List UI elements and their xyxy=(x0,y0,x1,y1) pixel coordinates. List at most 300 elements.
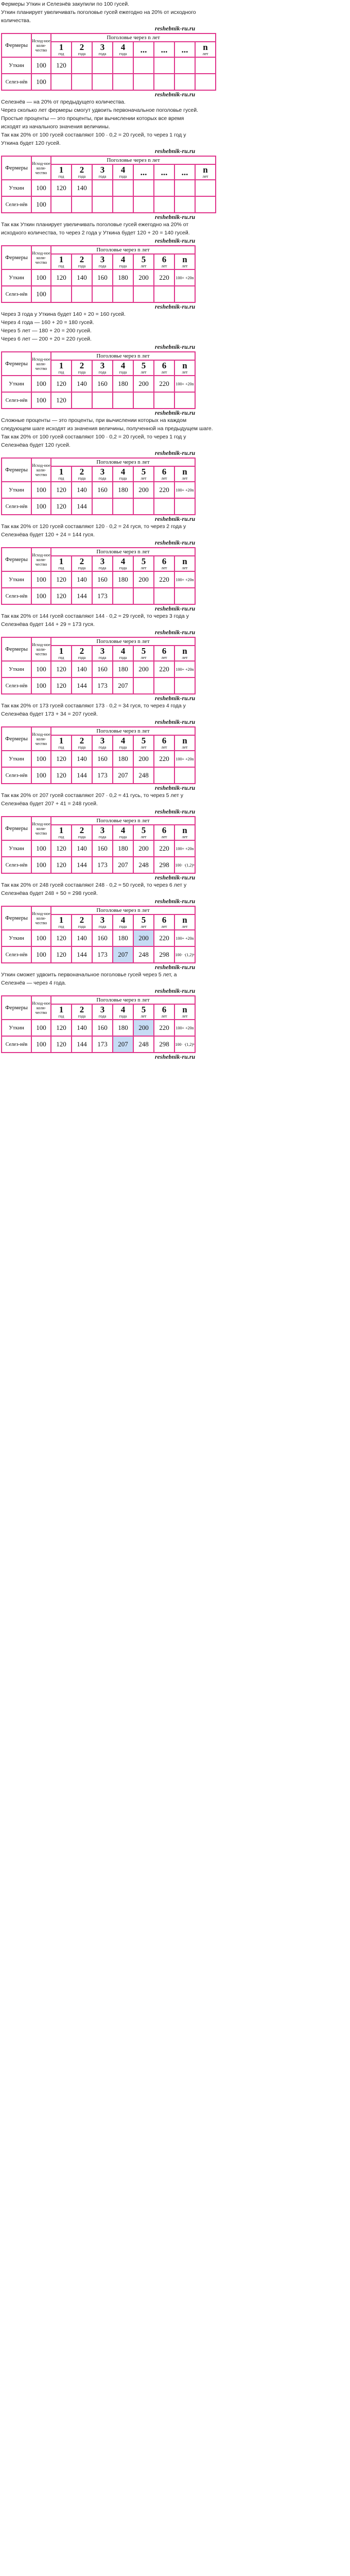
seleznev-value-cell: 298 xyxy=(154,946,174,963)
utkin-value-cell: 160 xyxy=(92,840,113,857)
year-number: 2 xyxy=(79,736,84,745)
year-unit: года xyxy=(78,370,86,375)
solution-text-line: Уткин планирует увеличивать поголовье гусей ежегодно на 20% от исходного xyxy=(1,9,196,15)
year-unit: года xyxy=(119,476,127,481)
utkin-value-cell: 220 xyxy=(154,571,174,588)
year-header xyxy=(72,164,92,180)
solution-text-line: Так как 20% от 144 гусей составляют 144 · 0,2 ≈ 29 гусей, то через 3 года у xyxy=(1,613,189,619)
seleznev-value-cell: 100 xyxy=(31,498,51,515)
initial-count-header: Исход-ное коли-чество xyxy=(31,817,51,840)
year-header xyxy=(92,556,113,571)
seleznev-value-cell: 100· ·(1,2)ⁿ xyxy=(174,857,195,873)
utkin-value-cell: 100+ +20n xyxy=(174,571,195,588)
seleznev-row-label: Селез-нёв xyxy=(2,286,31,302)
watermark: reshebnik-ru.ru xyxy=(154,874,196,881)
year-header xyxy=(72,254,92,269)
farmers-header: Фермеры xyxy=(2,548,31,571)
year-unit: год xyxy=(58,745,64,750)
farmers-header: Фермеры xyxy=(2,727,31,751)
watermark: reshebnik-ru.ru xyxy=(154,1053,196,1060)
watermark: reshebnik-ru.ru xyxy=(154,409,196,416)
farmers-header: Фермеры xyxy=(2,352,31,376)
year-number: n xyxy=(182,1005,187,1014)
utkin-value-cell: 180 xyxy=(113,930,133,946)
year-header xyxy=(133,164,154,180)
year-header xyxy=(92,42,113,57)
utkin-value-cell: 140 xyxy=(72,571,92,588)
utkin-value-cell: 220 xyxy=(154,840,174,857)
year-number: 2 xyxy=(79,825,84,835)
utkin-value-cell: 100 xyxy=(31,661,51,677)
year-number: 4 xyxy=(120,1005,126,1014)
year-number: 1 xyxy=(59,165,64,175)
seleznev-value-cell: 248 xyxy=(133,946,154,963)
seleznev-value-cell xyxy=(154,286,174,302)
year-header xyxy=(72,360,92,376)
seleznev-value-cell: 100 xyxy=(31,946,51,963)
year-unit: года xyxy=(98,1014,107,1019)
seleznev-value-cell xyxy=(174,392,195,409)
year-unit: год xyxy=(58,174,64,179)
year-header xyxy=(174,42,195,57)
year-unit: года xyxy=(98,52,107,56)
year-number: 5 xyxy=(141,1005,146,1014)
year-header xyxy=(113,914,133,930)
year-unit: год xyxy=(58,566,64,570)
year-header xyxy=(72,646,92,661)
solution-text-line: Уткина будет 120 гусей. xyxy=(1,140,61,146)
watermark: reshebnik-ru.ru xyxy=(154,303,196,310)
seleznev-value-cell: 207 xyxy=(113,767,133,784)
seleznev-value-cell: 100 xyxy=(31,286,51,302)
year-unit: года xyxy=(98,655,107,660)
year-header xyxy=(154,164,174,180)
year-number: 2 xyxy=(79,646,84,656)
year-unit: года xyxy=(119,264,127,268)
period-header: Поголовье через n лет xyxy=(51,33,216,42)
utkin-value-cell: 160 xyxy=(92,269,113,286)
seleznev-value-cell xyxy=(92,498,113,515)
seleznev-value-cell xyxy=(154,677,174,694)
utkin-value-cell: 100 xyxy=(31,376,51,392)
year-header xyxy=(92,825,113,840)
year-unit: года xyxy=(98,835,107,839)
seleznev-value-cell xyxy=(174,286,195,302)
year-header xyxy=(154,825,174,840)
year-header xyxy=(154,466,174,482)
year-unit: года xyxy=(98,370,107,375)
farmers-header: Фермеры xyxy=(2,996,31,1020)
watermark: reshebnik-ru.ru xyxy=(154,987,196,994)
seleznev-value-cell: 248 xyxy=(133,767,154,784)
year-unit: лет xyxy=(161,370,167,375)
utkin-value-cell xyxy=(92,57,113,74)
watermark: reshebnik-ru.ru xyxy=(154,539,196,546)
watermark: reshebnik-ru.ru xyxy=(154,237,196,244)
solution-text-line: Простые проценты — это проценты, при вычислении которых все время xyxy=(1,115,184,122)
year-header xyxy=(133,735,154,751)
year-number: ... xyxy=(140,167,147,177)
seleznev-value-cell: 100 xyxy=(31,677,51,694)
farmers-header: Фермеры xyxy=(2,637,31,661)
seleznev-value-cell: 120 xyxy=(51,1036,72,1053)
utkin-value-cell: 120 xyxy=(51,269,72,286)
seleznev-value-cell xyxy=(113,74,133,90)
utkin-value-cell: 200 xyxy=(133,930,154,946)
year-number: 4 xyxy=(120,556,126,566)
year-unit: года xyxy=(119,745,127,750)
year-unit: года xyxy=(78,174,86,179)
year-number: 4 xyxy=(120,467,126,477)
seleznev-value-cell: 100 xyxy=(31,588,51,604)
seleznev-value-cell xyxy=(174,588,195,604)
seleznev-row-label: Селез-нёв xyxy=(2,767,31,784)
year-unit: лет xyxy=(182,924,188,929)
year-number: 1 xyxy=(59,361,64,370)
year-number: 4 xyxy=(120,736,126,745)
year-header xyxy=(92,164,113,180)
year-unit: лет xyxy=(202,52,208,56)
utkin-value-cell: 200 xyxy=(133,376,154,392)
seleznev-value-cell xyxy=(113,498,133,515)
year-unit: лет xyxy=(161,476,167,481)
initial-count-header: Исход-ное коли-чество xyxy=(31,727,51,751)
watermark: reshebnik-ru.ru xyxy=(154,897,196,905)
year-unit: года xyxy=(78,566,86,570)
seleznev-value-cell: 100 xyxy=(31,857,51,873)
year-unit: лет xyxy=(182,264,188,268)
seleznev-value-cell xyxy=(113,392,133,409)
utkin-value-cell: 180 xyxy=(113,840,133,857)
seleznev-value-cell: 173 xyxy=(92,677,113,694)
utkin-value-cell: 200 xyxy=(133,1020,154,1036)
year-number: 1 xyxy=(59,467,64,477)
utkin-value-cell: 100 xyxy=(31,180,51,196)
seleznev-row-label: Селез-нёв xyxy=(2,196,31,213)
year-header xyxy=(72,735,92,751)
utkin-value-cell: 220 xyxy=(154,930,174,946)
year-header xyxy=(51,556,72,571)
year-number: 1 xyxy=(59,255,64,264)
year-unit: года xyxy=(119,924,127,929)
utkin-value-cell: 100+ +20n xyxy=(174,751,195,767)
year-header xyxy=(113,556,133,571)
seleznev-value-cell: 173 xyxy=(92,946,113,963)
utkin-value-cell: 100+ +20n xyxy=(174,376,195,392)
year-unit: года xyxy=(98,924,107,929)
utkin-value-cell: 160 xyxy=(92,930,113,946)
initial-count-header: Исход-ное коли-чество xyxy=(31,637,51,661)
initial-count-header: Исход-ное коли-чество xyxy=(31,246,51,269)
utkin-value-cell: 160 xyxy=(92,482,113,498)
initial-count-header: Исход-ное коли-чество xyxy=(31,906,51,930)
farmers-header: Фермеры xyxy=(2,458,31,482)
utkin-value-cell: 140 xyxy=(72,661,92,677)
utkin-value-cell: 120 xyxy=(51,180,72,196)
year-unit: лет xyxy=(141,370,147,375)
year-number: n xyxy=(203,165,208,175)
geese-table xyxy=(1,816,350,874)
seleznev-value-cell: 173 xyxy=(92,857,113,873)
year-header xyxy=(72,914,92,930)
year-number: 3 xyxy=(100,361,105,370)
utkin-value-cell: 220 xyxy=(154,482,174,498)
year-number: 3 xyxy=(100,42,105,52)
year-number: 1 xyxy=(59,556,64,566)
year-header xyxy=(72,42,92,57)
utkin-value-cell: 160 xyxy=(92,1020,113,1036)
utkin-row-label: Уткин xyxy=(2,57,31,74)
year-header xyxy=(113,735,133,751)
year-header xyxy=(133,1004,154,1020)
watermark: reshebnik-ru.ru xyxy=(154,25,196,32)
geese-table xyxy=(1,906,350,963)
year-unit: года xyxy=(98,476,107,481)
year-number: 6 xyxy=(162,467,167,477)
period-header: Поголовье через n лет xyxy=(51,817,195,825)
utkin-value-cell: 100 xyxy=(31,751,51,767)
solution-text-line: Селезнёв — на 20% от предыдущего количества. xyxy=(1,99,126,105)
year-header xyxy=(174,466,195,482)
seleznev-value-cell: 298 xyxy=(154,1036,174,1053)
seleznev-value-cell: 120 xyxy=(51,677,72,694)
utkin-row-label: Уткин xyxy=(2,1020,31,1036)
seleznev-row-label: Селез-нёв xyxy=(2,74,31,90)
utkin-row-label: Уткин xyxy=(2,571,31,588)
watermark: reshebnik-ru.ru xyxy=(154,213,196,221)
geese-table xyxy=(1,156,350,213)
solution-text-line: исходного количества, то через 2 года у Уткина будет 120 + 20 = 140 гусей. xyxy=(1,230,190,236)
year-number: 3 xyxy=(100,556,105,566)
seleznev-value-cell: 100 xyxy=(31,392,51,409)
year-header xyxy=(113,164,133,180)
utkin-value-cell xyxy=(195,180,216,196)
year-unit: года xyxy=(78,1014,86,1019)
solution-text-line: Сложные проценты — это проценты, при вычислении которых на каждом xyxy=(1,417,187,423)
year-number: 4 xyxy=(120,361,126,370)
utkin-value-cell: 100 xyxy=(31,571,51,588)
utkin-value-cell: 140 xyxy=(72,1020,92,1036)
year-header xyxy=(72,1004,92,1020)
year-header xyxy=(174,1004,195,1020)
year-number: n xyxy=(182,736,187,745)
utkin-value-cell xyxy=(113,180,133,196)
solution-text-line: Через 6 лет — 200 + 20 = 220 гусей. xyxy=(1,336,92,342)
year-header xyxy=(92,360,113,376)
seleznev-value-cell: 207 xyxy=(113,857,133,873)
utkin-value-cell: 120 xyxy=(51,376,72,392)
period-header: Поголовье через n лет xyxy=(51,246,195,254)
year-header xyxy=(51,735,72,751)
utkin-value-cell xyxy=(72,57,92,74)
year-number: 2 xyxy=(79,255,84,264)
year-unit: год xyxy=(58,924,64,929)
year-unit: год xyxy=(58,370,64,375)
seleznev-value-cell: 144 xyxy=(72,946,92,963)
seleznev-value-cell: 144 xyxy=(72,1036,92,1053)
seleznev-value-cell xyxy=(72,392,92,409)
seleznev-value-cell xyxy=(174,74,195,90)
utkin-value-cell xyxy=(113,57,133,74)
seleznev-value-cell xyxy=(92,74,113,90)
seleznev-value-cell xyxy=(154,767,174,784)
year-header xyxy=(154,646,174,661)
year-unit: лет xyxy=(182,476,188,481)
geese-table xyxy=(1,637,350,694)
year-number: 6 xyxy=(162,255,167,264)
utkin-value-cell: 100 xyxy=(31,482,51,498)
seleznev-value-cell: 144 xyxy=(72,767,92,784)
farmers-header: Фермеры xyxy=(2,156,31,180)
year-header xyxy=(174,164,195,180)
year-header xyxy=(92,914,113,930)
geese-table xyxy=(1,726,350,784)
year-number: ... xyxy=(181,44,188,55)
year-unit: лет xyxy=(161,924,167,929)
seleznev-value-cell: 120 xyxy=(51,946,72,963)
year-header xyxy=(154,1004,174,1020)
utkin-value-cell xyxy=(92,180,113,196)
year-number: 1 xyxy=(59,915,64,925)
year-header xyxy=(51,646,72,661)
utkin-value-cell: 180 xyxy=(113,751,133,767)
year-header xyxy=(154,556,174,571)
farmers-header: Фермеры xyxy=(2,906,31,930)
utkin-value-cell: 120 xyxy=(51,840,72,857)
year-header xyxy=(154,360,174,376)
seleznev-row-label: Селез-нёв xyxy=(2,946,31,963)
year-unit: лет xyxy=(161,745,167,750)
utkin-value-cell: 220 xyxy=(154,376,174,392)
seleznev-value-cell: 144 xyxy=(72,498,92,515)
seleznev-value-cell xyxy=(174,196,195,213)
utkin-value-cell: 180 xyxy=(113,571,133,588)
watermark: reshebnik-ru.ru xyxy=(154,147,196,155)
year-number: 1 xyxy=(59,646,64,656)
utkin-value-cell: 200 xyxy=(133,751,154,767)
seleznev-value-cell: 298 xyxy=(154,857,174,873)
seleznev-value-cell: 120 xyxy=(51,392,72,409)
period-header: Поголовье через n лет xyxy=(51,548,195,556)
year-number: 3 xyxy=(100,646,105,656)
solution-text-line: Селезнёва будет 248 + 50 = 298 гусей. xyxy=(1,890,98,896)
utkin-value-cell: 100+ +20n xyxy=(174,1020,195,1036)
year-header xyxy=(133,556,154,571)
seleznev-value-cell: 173 xyxy=(92,588,113,604)
year-number: n xyxy=(182,361,187,370)
geese-table xyxy=(1,547,350,605)
year-unit: лет xyxy=(161,835,167,839)
year-header xyxy=(133,360,154,376)
seleznev-value-cell xyxy=(113,196,133,213)
solution-text-line: Так как 20% от 120 гусей составляют 120 · 0,2 = 24 гуся, то через 2 года у xyxy=(1,523,186,530)
seleznev-row-label: Селез-нёв xyxy=(2,588,31,604)
utkin-value-cell: 100 xyxy=(31,1020,51,1036)
utkin-value-cell: 220 xyxy=(154,661,174,677)
seleznev-value-cell xyxy=(133,74,154,90)
year-header xyxy=(174,646,195,661)
year-number: 4 xyxy=(120,42,126,52)
initial-count-header: Исход-ное коли-чество xyxy=(31,352,51,376)
initial-count-header: Исход-ное коли-чество xyxy=(31,548,51,571)
year-unit: года xyxy=(98,566,107,570)
year-number: 3 xyxy=(100,825,105,835)
utkin-value-cell: 120 xyxy=(51,571,72,588)
seleznev-value-cell: 144 xyxy=(72,857,92,873)
year-unit: лет xyxy=(182,745,188,750)
year-number: ... xyxy=(181,167,188,177)
year-number: 1 xyxy=(59,825,64,835)
seleznev-value-cell xyxy=(174,767,195,784)
year-header xyxy=(113,360,133,376)
utkin-value-cell: 200 xyxy=(133,840,154,857)
seleznev-value-cell xyxy=(195,196,216,213)
utkin-row-label: Уткин xyxy=(2,269,31,286)
utkin-value-cell xyxy=(133,180,154,196)
utkin-value-cell: 100+ +20n xyxy=(174,482,195,498)
year-number: 2 xyxy=(79,467,84,477)
utkin-value-cell: 180 xyxy=(113,482,133,498)
year-number: 3 xyxy=(100,165,105,175)
year-number: 4 xyxy=(120,646,126,656)
year-number: n xyxy=(182,646,187,656)
year-unit: года xyxy=(78,264,86,268)
utkin-value-cell: 220 xyxy=(154,751,174,767)
year-unit: год xyxy=(58,52,64,56)
year-unit: лет xyxy=(141,745,147,750)
year-header xyxy=(174,254,195,269)
solution-text-line: Через сколько лет фермеры смогут удвоить первоначальное поголовье гусей. xyxy=(1,107,199,113)
year-number: 6 xyxy=(162,1005,167,1014)
seleznev-value-cell xyxy=(92,286,113,302)
year-header xyxy=(113,825,133,840)
utkin-value-cell: 180 xyxy=(113,376,133,392)
period-header: Поголовье через n лет xyxy=(51,906,195,914)
utkin-value-cell: 180 xyxy=(113,1020,133,1036)
year-header xyxy=(92,646,113,661)
utkin-value-cell: 160 xyxy=(92,376,113,392)
seleznev-value-cell xyxy=(174,498,195,515)
utkin-value-cell xyxy=(174,57,195,74)
watermark: reshebnik-ru.ru xyxy=(154,605,196,612)
year-unit: год xyxy=(58,835,64,839)
utkin-value-cell: 200 xyxy=(133,269,154,286)
year-unit: лет xyxy=(182,655,188,660)
utkin-value-cell: 200 xyxy=(133,661,154,677)
year-number: n xyxy=(203,42,208,52)
utkin-row-label: Уткин xyxy=(2,661,31,677)
year-unit: лет xyxy=(141,476,147,481)
watermark: reshebnik-ru.ru xyxy=(154,694,196,702)
year-number: 1 xyxy=(59,42,64,52)
seleznev-value-cell xyxy=(72,196,92,213)
utkin-value-cell xyxy=(133,57,154,74)
utkin-value-cell: 220 xyxy=(154,1020,174,1036)
geese-table xyxy=(1,995,350,1053)
solution-text-line: Селезнёва будет 207 + 41 = 248 гусей. xyxy=(1,801,98,807)
year-number: 3 xyxy=(100,255,105,264)
seleznev-value-cell xyxy=(113,588,133,604)
seleznev-value-cell xyxy=(195,74,216,90)
year-number: 4 xyxy=(120,255,126,264)
year-unit: год xyxy=(58,655,64,660)
utkin-value-cell: 100+ +20n xyxy=(174,661,195,677)
seleznev-value-cell xyxy=(133,498,154,515)
year-unit: лет xyxy=(202,174,208,179)
year-number: 6 xyxy=(162,915,167,925)
year-unit: год xyxy=(58,476,64,481)
year-number: 2 xyxy=(79,361,84,370)
